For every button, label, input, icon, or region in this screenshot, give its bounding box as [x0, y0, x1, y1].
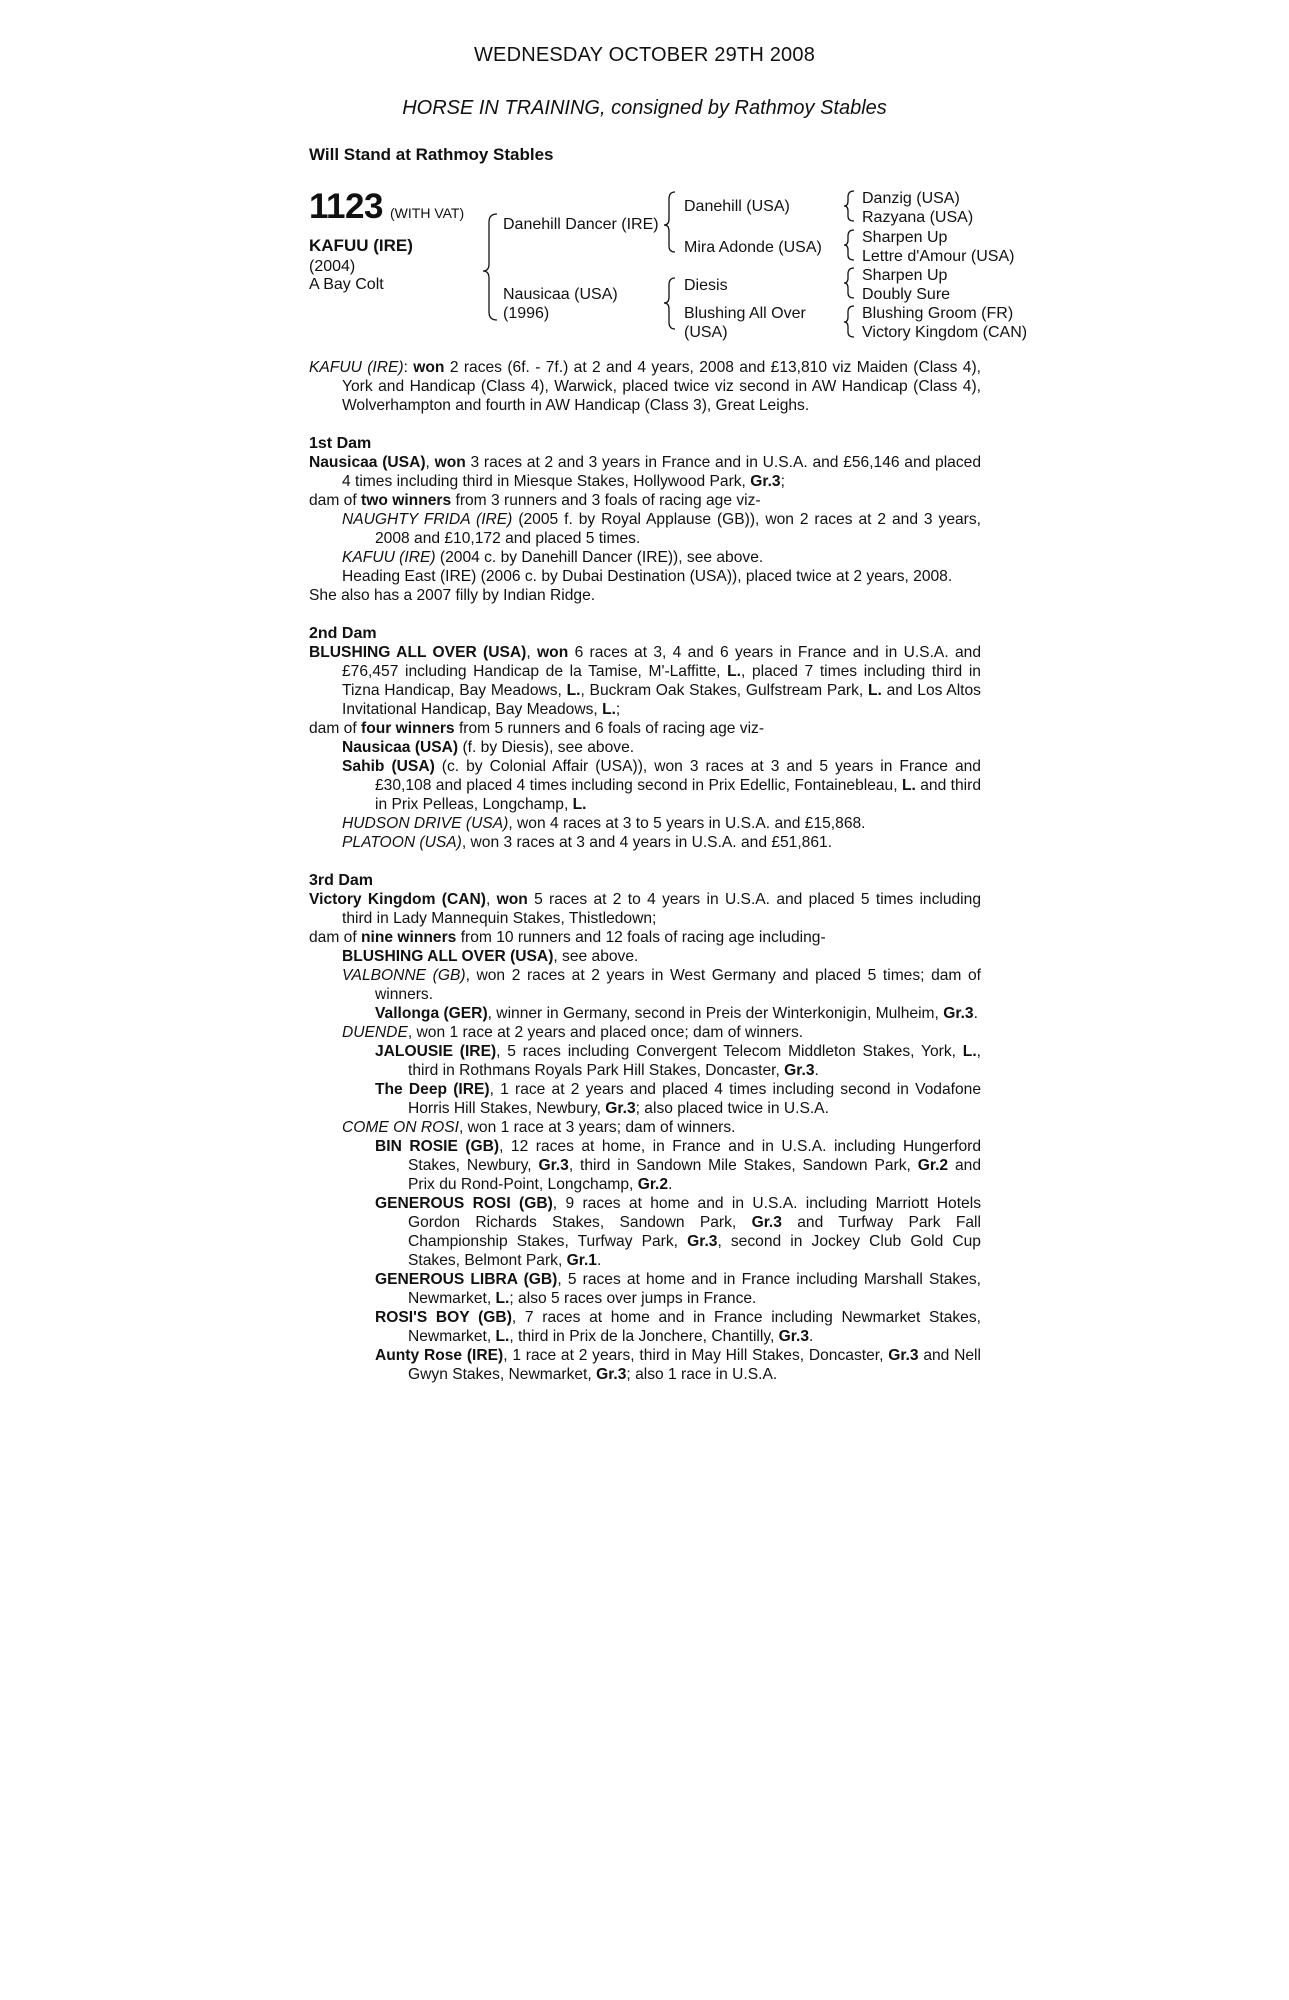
pedigree-ggp-3: Sharpen Up [862, 229, 948, 246]
pedigree-ggp-5: Sharpen Up [862, 267, 948, 284]
third-dam-produce-summary: dam of nine winners from 10 runners and 12 foals of racing age including- [309, 929, 826, 946]
first-dam-produce-summary: dam of two winners from 3 runners and 3 foals of racing age viz- [309, 492, 761, 509]
pedigree-ggp-8: Victory Kingdom (CAN) [862, 324, 1028, 341]
grandproduce-entry: JALOUSIE (IRE), 5 races including Convergent Telecom Middleton Stakes, York, L., third in Rothmans Royals Park Hill Stakes, Doncaster, Gr.3. [375, 1043, 981, 1079]
produce-entry: BLUSHING ALL OVER (USA), see above. [342, 948, 639, 965]
first-dam-note: She also has a 2007 filly by Indian Ridge. [309, 587, 596, 604]
pedigree-dam-dam: Blushing All Over [684, 305, 806, 322]
first-dam-record: Nausicaa (USA), won 3 races at 2 and 3 years in France and in U.S.A. and £56,146 and placed 4 times including third in Miesque Stakes, Hollywood Park, Gr.3; [309, 454, 981, 490]
produce-entry: Sahib (USA) (c. by Colonial Affair (USA)), won 3 races at 3 and 5 years in France and £30,108 and placed 4 times including second in Prix Edellic, Fontainebleau, L. and third in Prix Pelleas, Longchamp, L. [342, 758, 981, 813]
third-dam-heading: 3rd Dam [309, 872, 374, 889]
pedigree-ggp-6: Doubly Sure [862, 286, 951, 303]
grandproduce-entry: ROSI'S BOY (GB), 7 races at home and in France including Newmarket Stakes, Newmarket, L., third in Prix de la Jonchere, Chantilly, Gr.3. [375, 1309, 981, 1345]
produce-entry: VALBONNE (GB), won 2 races at 2 years in West Germany and placed 5 times; dam of winners. [342, 967, 981, 1003]
produce-entry: DUENDE, won 1 race at 2 years and placed once; dam of winners. [342, 1024, 804, 1041]
grandproduce-entry: Vallonga (GER), winner in Germany, second in Preis der Winterkonigin, Mulheim, Gr.3. [375, 1005, 978, 1022]
pedigree-dam-dam-country: (USA) [684, 324, 728, 341]
pedigree-ggp-2: Razyana (USA) [862, 209, 974, 226]
grandproduce-entry: GENEROUS ROSI (GB), 9 races at home and in U.S.A. including Marriott Hotels Gordon Richards Stakes, Sandown Park, Gr.3 and Turfway Park Fall Championship Stakes, Turfway Park, Gr.3, second in Jockey Club Gold Cup Stakes, Belmont Park, Gr.1. [375, 1195, 981, 1269]
produce-entry: Heading East (IRE) (2006 c. by Dubai Destination (USA)), placed twice at 2 years, 2008. [342, 568, 953, 585]
foaling-year: (2004) [309, 258, 356, 275]
pedigree-brackets [0, 0, 1289, 360]
horse-race-record: KAFUU (IRE): won 2 races (6f. - 7f.) at 2 and 4 years, 2008 and £13,810 viz Maiden (Class 4), York and Handicap (Class 4), Warwick, placed twice viz second in AW Handicap (Class 4), Wolverhampton and fourth in AW Handicap (Class 3), Great Leighs. [309, 359, 981, 414]
grandproduce-entry: BIN ROSIE (GB), 12 races at home, in France and in U.S.A. including Hungerford Stakes, Newbury, Gr.3, third in Sandown Mile Stakes, Sandown Park, Gr.2 and Prix du Rond-Point, Longchamp, Gr.2. [375, 1138, 981, 1193]
pedigree-ggp-1: Danzig (USA) [862, 190, 960, 207]
first-dam-heading: 1st Dam [309, 435, 372, 452]
grandproduce-entry: GENEROUS LIBRA (GB), 5 races at home and in France including Marshall Stakes, Newmarket, L.; also 5 races over jumps in France. [375, 1271, 981, 1307]
vat-note: (WITH VAT) [390, 205, 465, 221]
stand-location: Will Stand at Rathmoy Stables [309, 145, 554, 164]
pedigree-sire-sire: Danehill (USA) [684, 198, 790, 215]
grandproduce-entry: The Deep (IRE), 1 race at 2 years and placed 4 times including second in Vodafone Horris Hill Stakes, Newbury, Gr.3; also placed twice in U.S.A. [375, 1081, 982, 1117]
lot-number: 1123 [309, 187, 383, 226]
produce-entry: NAUGHTY FRIDA (IRE) (2005 f. by Royal Applause (GB)), won 2 races at 2 and 3 years, 2008 and £10,172 and placed 5 times. [342, 511, 981, 547]
second-dam-produce-summary: dam of four winners from 5 runners and 6 foals of racing age viz- [309, 720, 765, 737]
grandproduce-entry: Aunty Rose (IRE), 1 race at 2 years, third in May Hill Stakes, Doncaster, Gr.3 and Nell Gwyn Stakes, Newmarket, Gr.3; also 1 race in U.S.A. [375, 1347, 981, 1383]
sale-date: WEDNESDAY OCTOBER 29TH 2008 [473, 44, 816, 66]
consignment-subtitle: HORSE IN TRAINING, consigned by Rathmoy Stables [402, 97, 887, 119]
produce-entry: KAFUU (IRE) (2004 c. by Danehill Dancer (IRE)), see above. [342, 549, 764, 566]
produce-entry: COME ON ROSI, won 1 race at 3 years; dam of winners. [342, 1119, 736, 1136]
pedigree-notes [309, 358, 981, 1384]
third-dam-record: Victory Kingdom (CAN), won 5 races at 2 to 4 years in U.S.A. and placed 5 times including third in Lady Mannequin Stakes, Thistledown; [309, 891, 981, 927]
pedigree-ggp-4: Lettre d'Amour (USA) [862, 248, 1015, 265]
pedigree-dam-sire: Diesis [684, 277, 728, 294]
produce-entry: PLATOON (USA), won 3 races at 3 and 4 years in U.S.A. and £51,861. [342, 834, 833, 851]
horse-name: KAFUU (IRE) [309, 236, 413, 255]
pedigree-dam-year: (1996) [503, 305, 550, 322]
second-dam-record: BLUSHING ALL OVER (USA), won 6 races at 3, 4 and 6 years in France and in U.S.A. and £76,457 including Handicap de la Tamise, M'-Laffitte, L., placed 7 times including third in Tizna Handicap, Bay Meadows, L., Buckram Oak Stakes, Gulfstream Park, L. and Los Altos Invitational Handicap, Bay Meadows, L.; [309, 644, 981, 718]
produce-entry: HUDSON DRIVE (USA), won 4 races at 3 to 5 years in U.S.A. and £15,868. [342, 815, 866, 832]
second-dam-heading: 2nd Dam [309, 625, 377, 642]
pedigree-dam: Nausicaa (USA) [503, 286, 618, 303]
produce-entry: Nausicaa (USA) (f. by Diesis), see above. [342, 739, 635, 756]
pedigree-sire: Danehill Dancer (IRE) [503, 216, 659, 233]
pedigree-ggp-7: Blushing Groom (FR) [862, 305, 1014, 322]
pedigree-sire-dam: Mira Adonde (USA) [684, 239, 822, 256]
horse-description: A Bay Colt [309, 276, 384, 293]
